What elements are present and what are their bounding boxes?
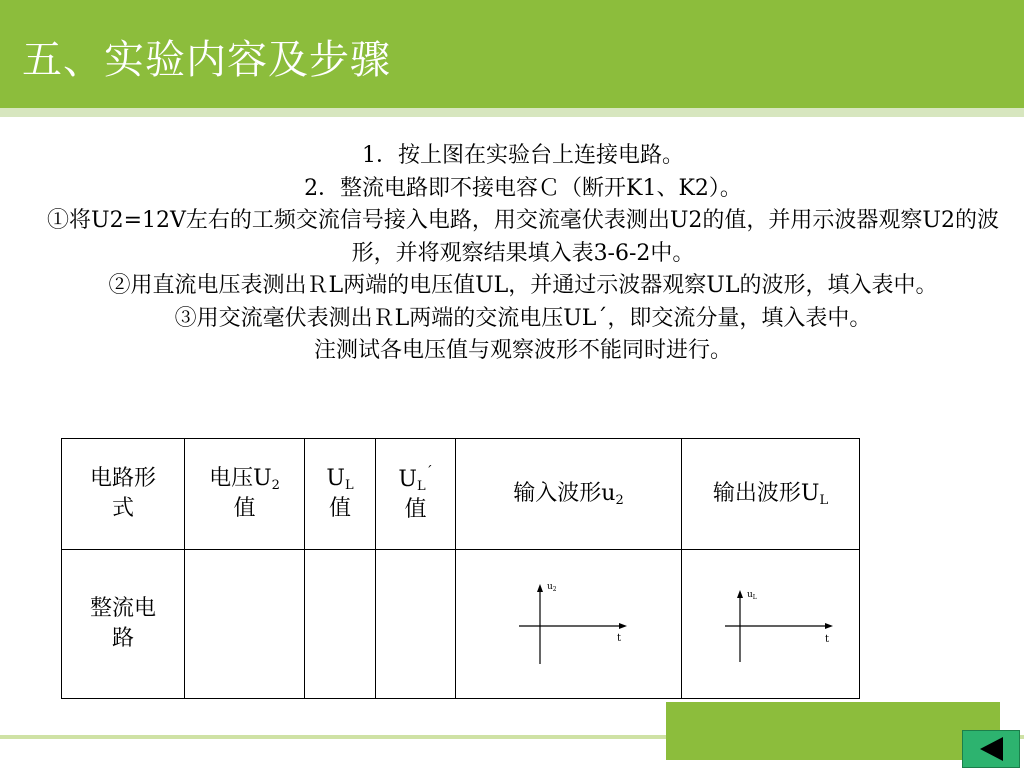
y-axis-arrow-icon [737, 590, 743, 598]
x-axis-arrow-icon [825, 623, 833, 629]
page-title: 五、实验内容及步骤 [22, 37, 391, 83]
input-waveform-axes [499, 574, 639, 674]
header-cell-ul: $U_L$ 值 [305, 439, 376, 550]
cell-voltage-u2 [185, 550, 305, 699]
output-waveform-axes [701, 574, 841, 674]
header-cell-voltage-u2: 电压$U_2$ 值 [185, 439, 305, 550]
cell-input-waveform [456, 550, 682, 699]
instruction-line: 注测试各电压值与观察波形不能同时进行。 [313, 338, 732, 363]
header-cell-ul-prime: $U_L^´$ 值 [376, 439, 456, 550]
y-axis-label: $u_L$ [746, 590, 757, 601]
instruction-line: ①将U2=12V左右的工频交流信号接入电路，用交流毫伏表测出U2的值，并用示波器观察U2的波形，并将观察结果填入表3-6-2中。 [47, 208, 999, 266]
row-label-rectifier: 整流电路 [62, 550, 185, 699]
instruction-line: ②用直流电压表测出ＲL两端的电压值UL，并通过示波器观察UL的波形，填入表中。 [108, 273, 938, 298]
back-button[interactable] [962, 730, 1020, 768]
header-cell-output-waveform: 输出波形$U_L$ [682, 439, 860, 550]
instruction-line: 2．整流电路即不接电容Ｃ（断开K1、K2）。 [304, 175, 742, 201]
instructions [28, 140, 1018, 368]
results-table [61, 438, 860, 699]
table-row [62, 550, 860, 699]
instruction-line: ③用交流毫伏表测出ＲL两端的交流电压UL´，即交流分量，填入表中。 [174, 305, 872, 331]
header-cell-input-waveform: 输入波形$u_2$ [456, 439, 682, 550]
triangle-left-icon [963, 731, 1019, 767]
y-axis-label: $u_2$ [546, 582, 557, 593]
header-stripe [0, 108, 1024, 117]
table-header-row [62, 439, 860, 550]
y-axis-arrow-icon [537, 584, 543, 592]
x-axis-arrow-icon [619, 623, 627, 629]
header-cell-circuit-type: 电路形式 [62, 439, 185, 550]
x-axis-label: t [824, 634, 829, 645]
x-axis-label: t [616, 633, 621, 644]
cell-output-waveform [682, 550, 860, 699]
cell-ul-prime [376, 550, 456, 699]
cell-ul [305, 550, 376, 699]
footer-box [666, 702, 1000, 760]
instruction-line: 1．按上图在实验台上连接电路。 [362, 143, 684, 168]
header-bar [0, 0, 1024, 108]
